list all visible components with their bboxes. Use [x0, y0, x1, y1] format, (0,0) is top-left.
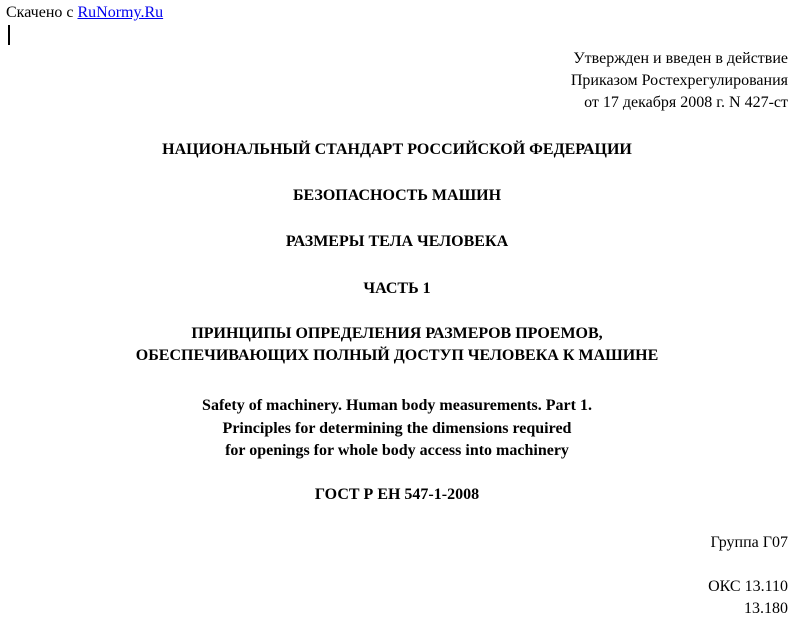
series-heading: БЕЗОПАСНОСТЬ МАШИН: [292, 187, 502, 204]
english-title-line-3: for openings for whole body access into machinery: [225, 442, 569, 459]
russian-title-line-1: ПРИНЦИПЫ ОПРЕДЕЛЕНИЯ РАЗМЕРОВ ПРОЕМОВ,: [191, 325, 603, 342]
national-standard-heading: НАЦИОНАЛЬНЫЙ СТАНДАРТ РОССИЙСКОЙ ФЕДЕРАЦИИ: [162, 141, 632, 158]
approval-line-2: Приказом Ростехрегулирования: [570, 72, 788, 89]
oks-code-1: ОКС 13.110: [708, 578, 788, 595]
english-title: [0, 395, 794, 463]
approval-block: [571, 48, 788, 114]
approval-line-1: Утвержден и введен в действие: [573, 50, 788, 67]
source-prefix: Скачено с: [6, 4, 74, 21]
subject-heading: РАЗМЕРЫ ТЕЛА ЧЕЛОВЕКА: [285, 233, 509, 250]
english-title-line-1: Safety of machinery. Human body measurements. Part 1.: [202, 397, 592, 414]
source-link[interactable]: RuNormy.Ru: [77, 4, 164, 21]
english-title-line-2: Principles for determining the dimensions required: [222, 419, 572, 437]
russian-title: [0, 323, 794, 367]
part-heading: ЧАСТЬ 1: [363, 280, 431, 297]
oks-codes: [708, 576, 788, 620]
source-line: [6, 3, 163, 23]
oks-code-2: 13.180: [744, 600, 788, 617]
text-cursor: [8, 25, 10, 45]
standard-designation: ГОСТ Р ЕН 547-1-2008: [314, 486, 480, 503]
russian-title-line-2: ОБЕСПЕЧИВАЮЩИХ ПОЛНЫЙ ДОСТУП ЧЕЛОВЕКА К МАШИНЕ: [135, 347, 659, 364]
approval-line-3: от 17 декабря 2008 г. N 427-ст: [584, 94, 788, 111]
group-code: Группа Г07: [710, 534, 788, 551]
